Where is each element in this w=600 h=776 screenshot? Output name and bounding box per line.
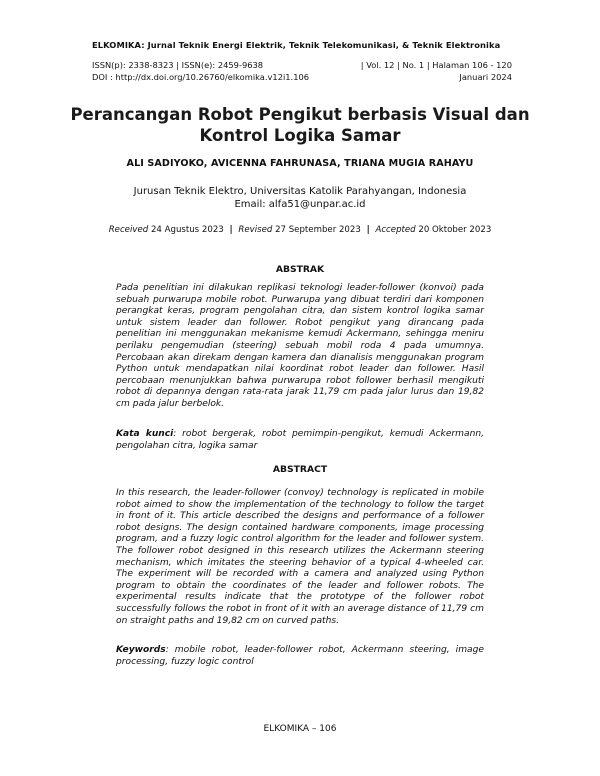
kata-kunci-text: : robot bergerak, robot pemimpin-pengikut, kemudi Ackermann, pengolahan citra, logika samar xyxy=(116,429,484,451)
accepted-label: Accepted xyxy=(375,225,416,235)
issn-row xyxy=(92,60,512,70)
revised-label: Revised xyxy=(238,225,273,235)
doi-link[interactable]: DOI : http://dx.doi.org/10.26760/elkomika.v12i1.106 xyxy=(92,72,310,82)
keywords-label: Keywords xyxy=(116,645,166,655)
issue-date: Januari 2024 xyxy=(459,72,512,82)
date-separator: | xyxy=(366,225,370,235)
doi-row xyxy=(92,72,512,82)
kata-kunci xyxy=(116,429,484,452)
keywords xyxy=(116,645,484,668)
abstract-text: In this research, the leader-follower (convoy) technology is replicated in mobile robot aimed to show the implementation of the technology to follow the target in front of it. This article described the designs and performance of a follower robot designs. The design contained hardware components, image processing program, and a fuzzy logic control algorithm for the leader and follower system. The follower robot designed in this research utilizes the Ackermann steering mechanism, which imitates the steering behavior of a typical 4-wheeled car. The experiment will be recorded with a camera and analyzed using Python program to obtain the coordinates of the leader and follower robots. The experimental results indicate that the prototype of the follower robot successfully follows the robot in front of it with an average distance of 11,79 cm on straight paths and 19,82 cm on curved paths. xyxy=(116,488,484,626)
abstract-heading: ABSTRACT xyxy=(272,464,328,475)
date-separator: | xyxy=(229,225,233,235)
keywords-text: : mobile robot, leader-follower robot, Ackermann steering, image processing, fuzzy logic control xyxy=(116,645,484,667)
received-date: 24 Agustus 2023 xyxy=(150,225,224,235)
affiliation: Jurusan Teknik Elektro, Universitas Katolik Parahyangan, Indonesia xyxy=(133,186,467,197)
abstrak-heading: ABSTRAK xyxy=(275,264,325,275)
abstrak-text: Pada penelitian ini dilakukan replikasi teknologi leader-follower (konvoi) pada sebuah purwarupa mobile robot. Purwarupa yang dibuat terdiri dari komponen perangkat keras, program pengolahan citra, dan sistem kontrol logika samar untuk sistem leader dan follower. Robot pengikut yang dirancang pada penelitian ini menggunakan mekanisme kemudi Ackermann, sehingga meniru perilaku pengemudian (steering) sebuah mobil roda 4 pada umumnya. Percobaan akan direkam dengan kamera dan dianalisis menggunakan program Python untuk mendapatkan nilai koordinat robot leader dan follower. Hasil percobaan menunjukkan bahwa purwarupa robot follower berhasil mengikuti robot di depannya dengan rata-rata jarak 11,79 cm pada jalur lurus dan 19,82 cm pada jalur berbelok. xyxy=(116,283,484,409)
article-title: Perancangan Robot Pengikut berbasis Visual dan Kontrol Logika Samar xyxy=(70,105,530,145)
affiliation-block xyxy=(70,185,530,211)
revised-date: 27 September 2023 xyxy=(275,225,361,235)
page-footer: ELKOMIKA – 106 xyxy=(263,724,337,734)
received-label: Received xyxy=(108,225,149,235)
email[interactable]: Email: alfa51@unpar.ac.id xyxy=(234,199,366,210)
authors: ALI SADIYOKO, AVICENNA FAHRUNASA, TRIANA MUGIA RAHAYU xyxy=(126,158,474,169)
accepted-date: 20 Oktober 2023 xyxy=(418,225,492,235)
issn: ISSN(p): 2338-8323 | ISSN(e): 2459-9638 xyxy=(92,60,264,70)
journal-name: ELKOMIKA: Jurnal Teknik Energi Elektrik, Teknik Telekomunikasi, & Teknik Elektronika xyxy=(92,40,501,50)
volume-info: | Vol. 12 | No. 1 | Halaman 106 - 120 xyxy=(360,60,512,70)
article-dates xyxy=(70,225,530,235)
kata-kunci-label: Kata kunci xyxy=(116,429,174,439)
